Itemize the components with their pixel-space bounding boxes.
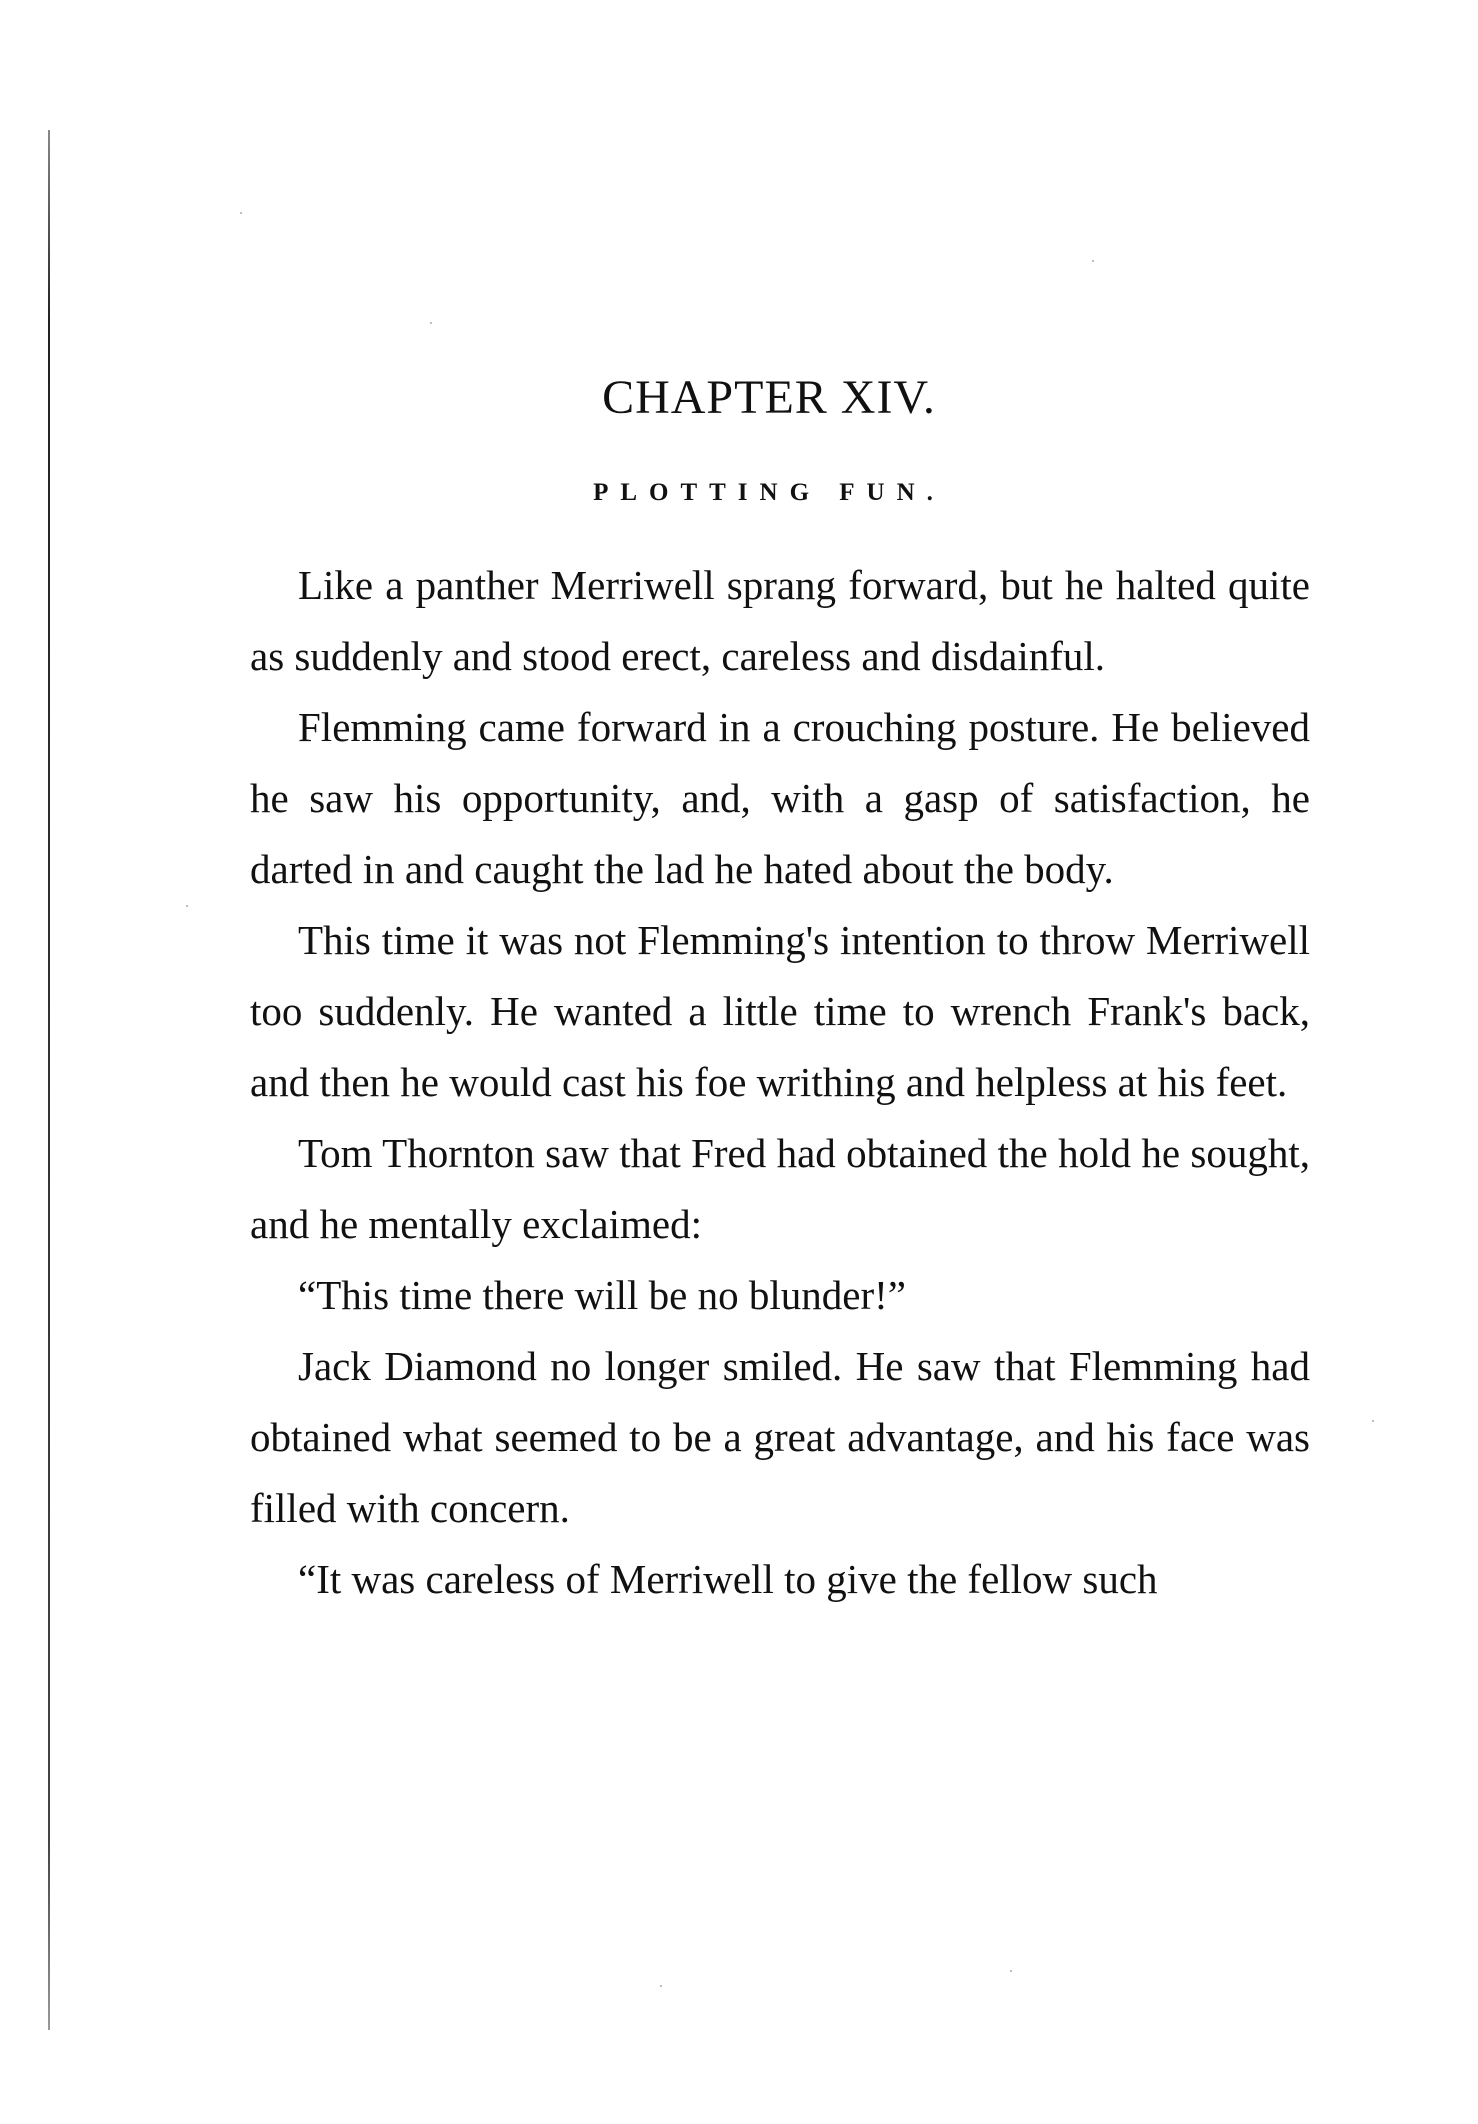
paragraph: Like a panther Merriwell sprang forward, but he halted quite as suddenly and stood erect, careless and disdainful. — [250, 562, 1310, 679]
print-speck — [1010, 1970, 1012, 1972]
paragraph: Tom Thornton saw that Fred had obtained the hold he sought, and he mentally exclaimed: — [250, 1130, 1310, 1247]
paragraph-continued: “It was careless of Merriwell to give the fellow such — [298, 1556, 1158, 1602]
paragraph: “This time there will be no blunder!” — [298, 1272, 906, 1318]
print-speck — [186, 905, 188, 907]
print-speck — [1372, 1420, 1374, 1422]
chapter-subtitle: PLOTTING FUN. — [593, 479, 945, 506]
print-speck — [660, 1985, 662, 1987]
print-speck — [1092, 260, 1094, 262]
paragraph: Jack Diamond no longer smiled. He saw that Flemming had obtained what seemed to be a great advantage, and his face was filled with concern. — [250, 1343, 1310, 1531]
chapter-body — [250, 550, 1310, 1615]
paragraph: This time it was not Flemming's intention to throw Merriwell too suddenly. He wanted a little time to wrench Frank's back, and then he would cast his foe writhing and helpless at his feet. — [250, 917, 1310, 1105]
print-speck — [430, 322, 432, 324]
print-speck — [240, 212, 242, 214]
paragraph: Flemming came forward in a crouching posture. He believed he saw his opportunity, and, with a gasp of satisfaction, he darted in and caught the lad he hated about the body. — [250, 704, 1310, 892]
chapter-title: CHAPTER XIV. — [602, 371, 936, 424]
